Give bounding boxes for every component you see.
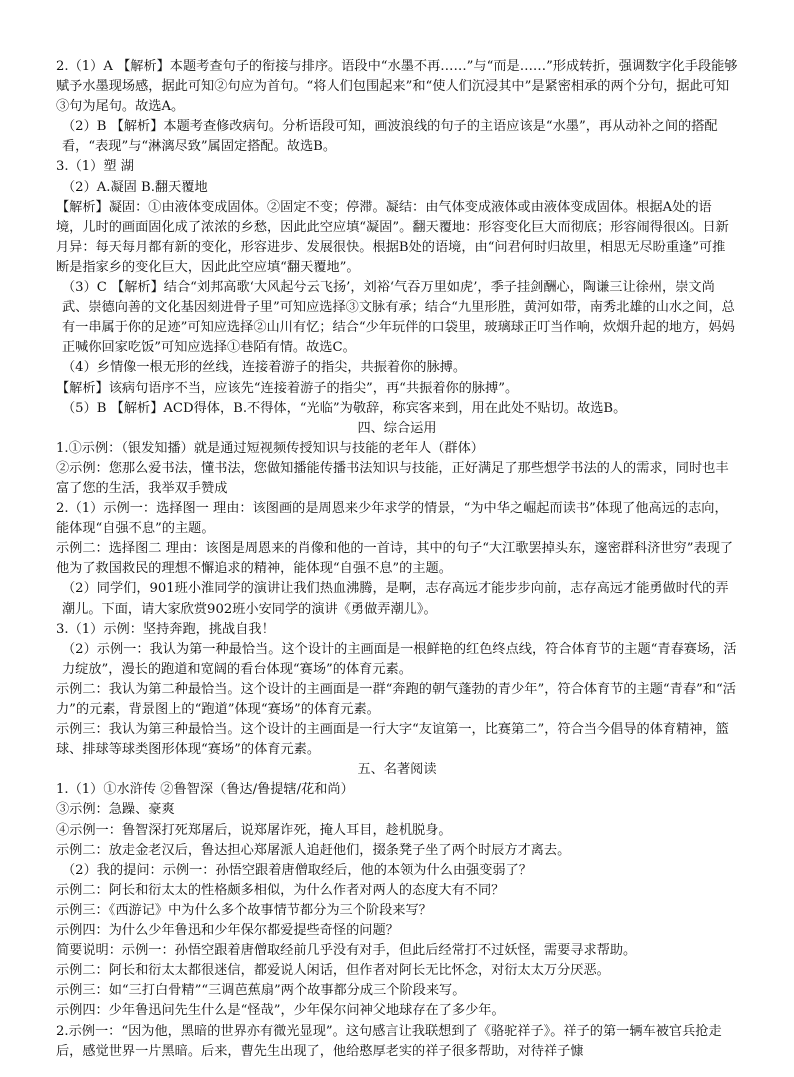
answer-5-1-2-note1: 简要说明：示例一：孙悟空跟着唐僧取经前几乎没有对手，但此后经常打不过妖怪，需要寻求帮助。 — [56, 943, 637, 959]
answer-5-1-4-example1: ④示例一：鲁智深打死郑屠后，说郑屠诈死，掩人耳目，趁机脱身。 — [56, 822, 452, 838]
answer-4-3-2: （2）示例一：我认为第一种最恰当。这个设计的主画面是一根鲜艳的红色终点线，符合体育节的主题“青春赛场，活力绽放”，漫长的跑道和宽阔的看台体现“赛场”的体育元素。 — [62, 641, 737, 677]
answer-4-2-1-example2: 示例二：选择图二 理由：该图是周恩来的肖像和他的一首诗，其中的句子“大江歌罢掉头东，邃密群科济世穷”表现了他为了救国救民的理想不懈追求的精神，能体现“自强不息”的主题。 — [56, 541, 734, 577]
answer-5-1-2-note3: 示例三：如“三打白骨精”“三调芭蕉扇”两个故事都分成三个阶段来写。 — [56, 983, 466, 999]
answer-4-3-1: 3.（1）示例：坚持奔跑，挑战自我！ — [56, 621, 275, 637]
answer-4-2-1: 2.（1）示例一：选择图一 理由：该图画的是周恩来少年求学的情景，“为中华之崛起而读书”体现了他高远的志向，能体现“自强不息”的主题。 — [56, 501, 728, 537]
answer-5-1-2-note4: 示例四：少年鲁迅问先生什么是“怪哉”，少年保尔问神父地球存在了多少年。 — [56, 1003, 505, 1019]
answer-5-1-3: ③示例：急躁、豪爽 — [56, 802, 175, 818]
answer-4-1-2: ②示例：您那么爱书法，懂书法，您做知播能传播书法知识与技能，正好满足了那些想学书法的人的需求，同时也丰富了您的生活，我举双手赞成 — [56, 460, 729, 496]
answer-4-3-2-example2: 示例二：我认为第二种最恰当。这个设计的主画面是一群“奔跑的朝气蓬勃的青少年”，符合体育节的主题“青春”和“活力”的元素，背景图上的“跑道”体现“赛场”的体育元素。 — [56, 681, 736, 717]
section-heading-4: 四、综合运用 — [357, 420, 437, 436]
answer-5-1-2-question1: （2）我的提问：示例一：孙悟空跟着唐僧取经后，他的本领为什么由强变弱了？ — [62, 862, 532, 878]
answer-2-2: （2）B 【解析】本题考查修改病句。分析语段可知，画波浪线的句子的主语应该是“水墨”，再从动补之间的搭配看，“表现”与“淋漓尽致”属固定搭配。故选B。 — [62, 119, 718, 155]
analysis-3-4: 【解析】该病句语序不当，应该先“连接着游子的指尖”，再“共振着你的脉搏”。 — [56, 380, 519, 396]
answer-5-2: 2.示例一：“因为他，黑暗的世界亦有微光显现”。这句感言让我联想到了《骆驼祥子》。祥子的第一辆车被官兵抢走后，感觉世界一片黑暗。后来，曹先生出现了，他给憨厚老实的祥子很多帮助，对待祥子慷 — [56, 1023, 722, 1059]
answer-5-1-2-question2: 示例二：阿长和衍太太的性格颇多相似，为什么作者对两人的态度大有不同？ — [56, 882, 505, 898]
answer-3-1: 3.（1）塑 湖 — [56, 159, 134, 175]
answer-5-1-2-question4: 示例四：为什么少年鲁迅和少年保尔都爱提些奇怪的问题？ — [56, 923, 399, 939]
answer-5-1-2-question3: 示例三：《西游记》中为什么多个故事情节都分为三个阶段来写？ — [56, 902, 432, 918]
answer-2-1: 2.（1）A 【解析】本题考查句子的衔接与排序。语段中“水墨不再……”与“而是……”形成转折，强调数字化手段能够赋予水墨现场感，据此可知②句应为首句。“将人们包围起来”和“使人们沉浸其中”是紧密相承的两个分句，据此可知③句为尾句。故选A。 — [56, 59, 738, 115]
answer-5-1-1: 1.（1）①水浒传 ②鲁智深（鲁达/鲁提辖/花和尚） — [56, 782, 354, 798]
answer-5-1-4-example2: 示例二：放走金老汉后，鲁达担心郑屠派人追赶他们，掇条凳子坐了两个时辰方才离去。 — [56, 842, 571, 858]
answer-3-3: （3）C 【解析】结合“刘邦高歌‘大风起兮云飞扬’，刘裕‘气吞万里如虎’，季子挂剑酬心，陶谦三让徐州，崇文尚武、崇德向善的文化基因刻进骨子里”可知应选择③文脉有承；结合“九里形胜，黄河如带，南秀北雄的山水之间，总有一串属于你的足迹”可知应选择②山川有忆；结合“少年玩伴的口袋里，玻璃球正叮当作响，炊烟升起的地方，妈妈正喊你回家吃饭”可知应选择①巷陌有情。故选C。 — [62, 280, 735, 356]
answer-4-3-2-example3: 示例三：我认为第三种最恰当。这个设计的主画面是一行大字“友谊第一，比赛第二”，符合当今倡导的体育精神，篮球、排球等球类图形体现“赛场”的体育元素。 — [56, 722, 729, 758]
answer-3-5: （5）B 【解析】ACD得体，B.不得体，“光临”为敬辞，称宾客来到，用在此处不贴切。故选B。 — [62, 400, 627, 416]
answer-4-1-1: 1.①示例：（银发知播）就是通过短视频传授知识与技能的老年人（群体） — [56, 440, 484, 456]
answer-3-4: （4）乡情像一根无形的丝线，连接着游子的指尖，共振着你的脉搏。 — [62, 360, 467, 376]
answer-3-2: （2）A.凝固 B.翻天覆地 — [62, 179, 208, 195]
section-heading-5: 五、名著阅读 — [357, 762, 437, 778]
analysis-3-2: 【解析】凝固：①由液体变成固体。②固定不变；停滞。凝结：由气体变成液体或由液体变成固体。根据A处的语境，儿时的画面固化成了浓浓的乡愁，因此此空应填“凝固”。翻天覆地：形容变化巨大而彻底；形容闹得很凶。日新月异：每天每月都有新的变化，形容进步、发展很快。根据B处的语境，由“问君何时归故里，相思无尽盼重逢”可推断是指家乡的变化巨大，因此此空应填“翻天覆地”。 — [56, 199, 729, 275]
answer-document — [56, 57, 738, 1062]
answer-4-2-2: （2）同学们，901班小淮同学的演讲让我们热血沸腾，是啊，志存高远才能步步向前，志存高远才能勇做时代的弄潮儿。下面，请大家欣赏902班小安同学的演讲《勇做弄潮儿》。 — [62, 581, 729, 617]
answer-5-1-2-note2: 示例二：阿长和衍太太都很迷信，都爱说人闲话，但作者对阿长无比怀念，对衍太太万分厌恶。 — [56, 963, 610, 979]
